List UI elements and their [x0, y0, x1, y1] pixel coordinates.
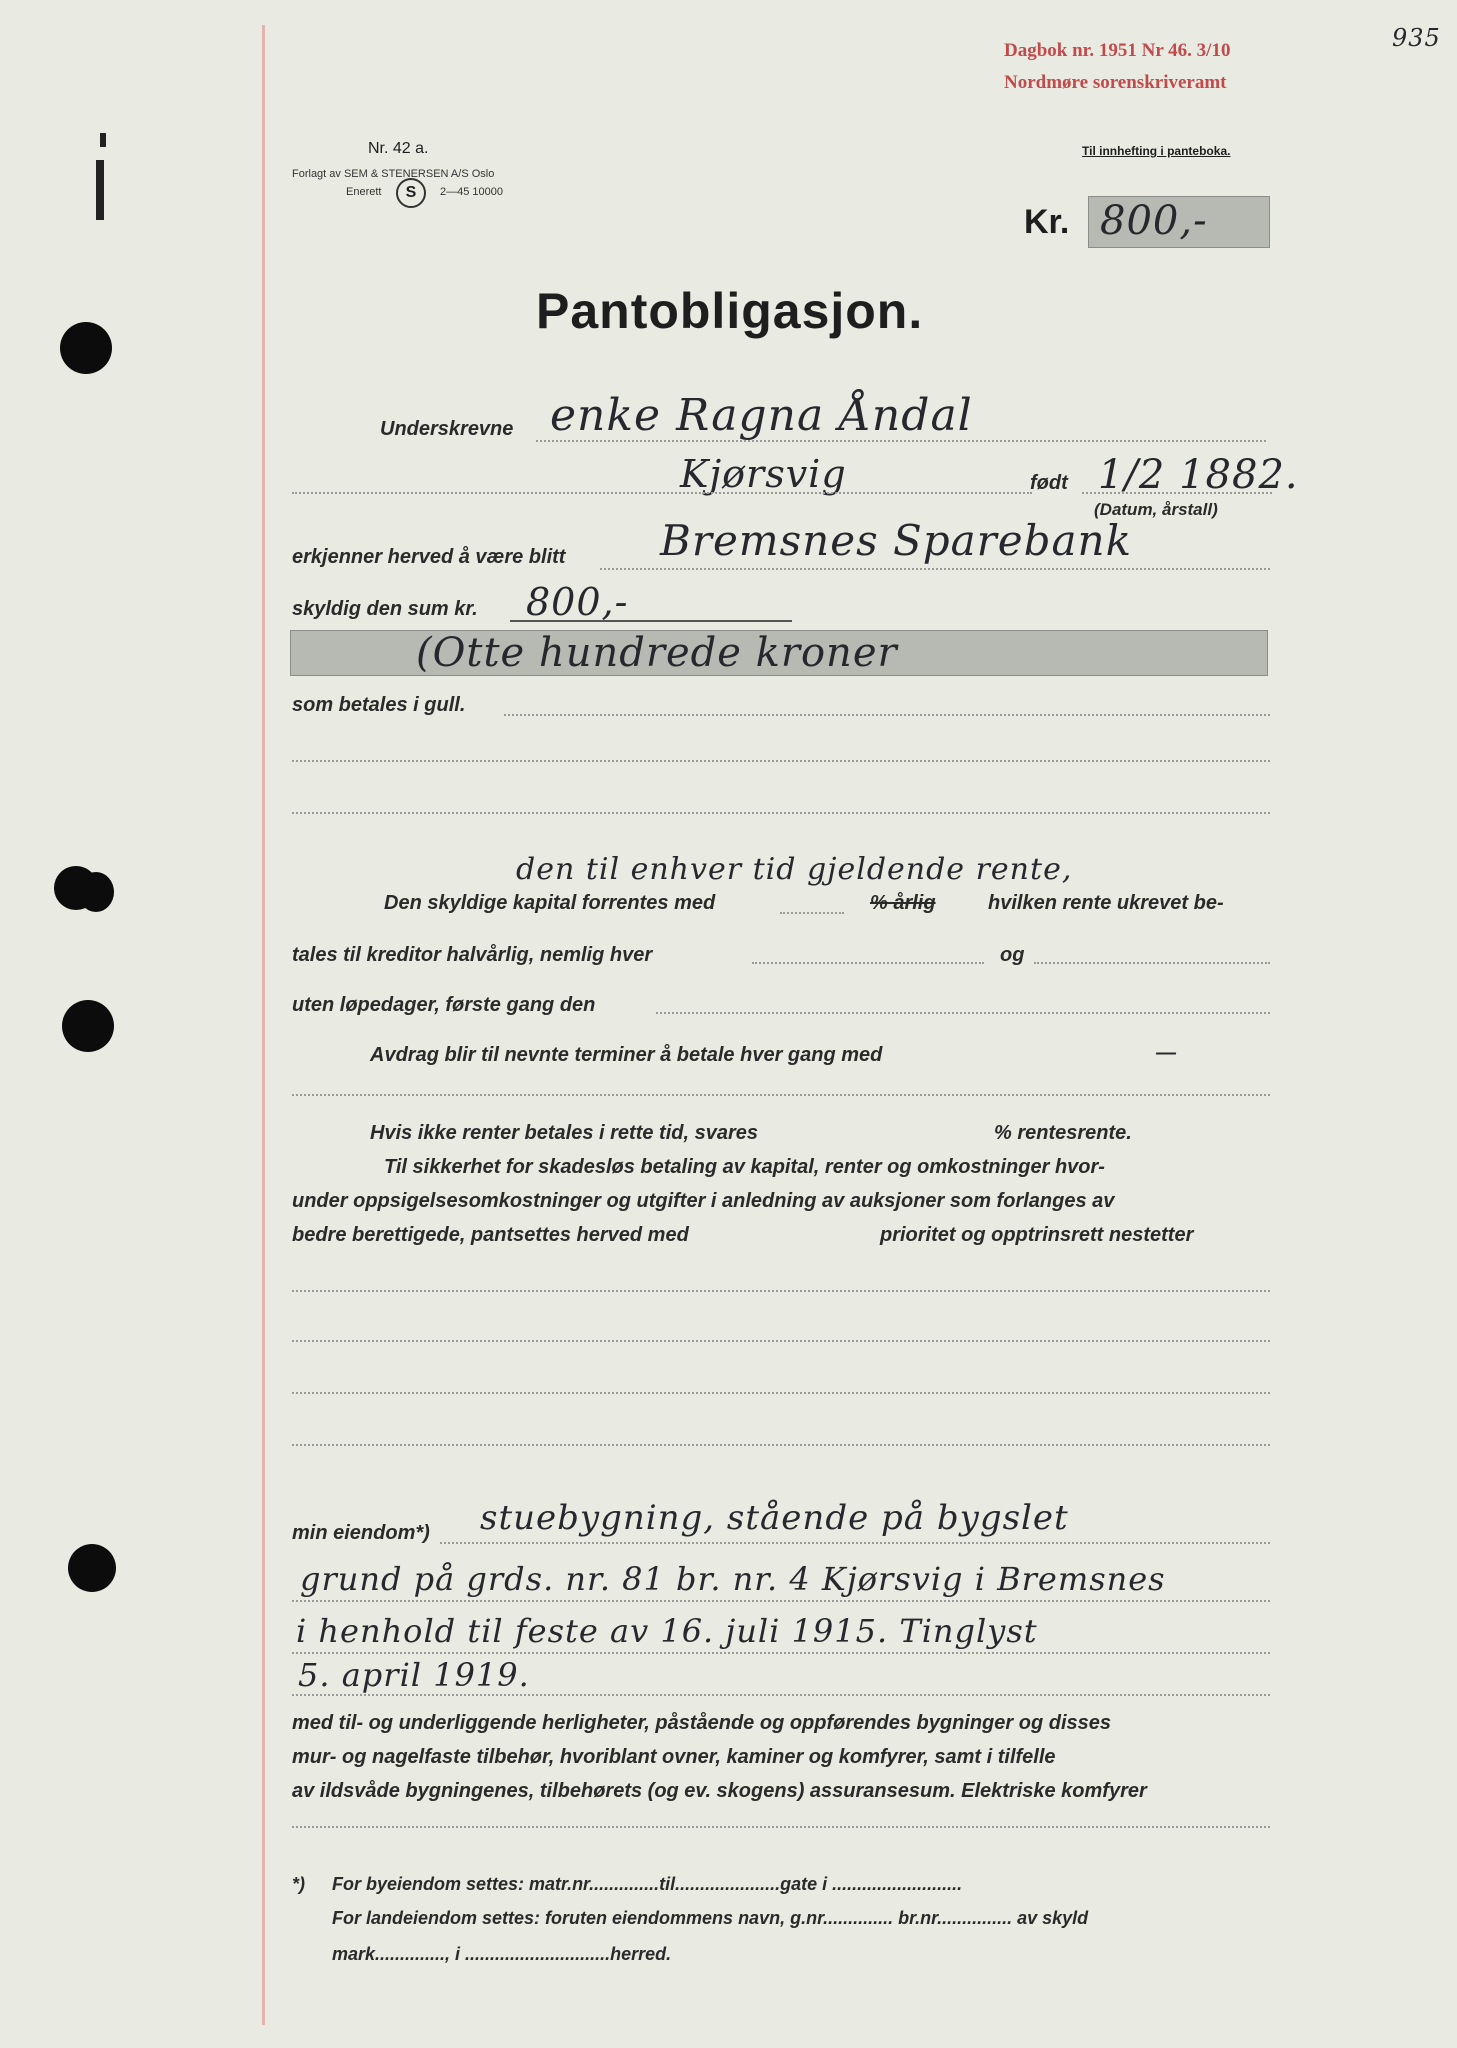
skyldig-label: skyldig den sum kr. — [292, 598, 478, 620]
blank-line — [292, 1094, 1270, 1096]
footnote-line: For byeiendom settes: matr.nr..............til.....................gate i .......................... — [332, 1874, 963, 1894]
creditor-line — [600, 568, 1270, 570]
appurtenance-line: mur- og nagelfaste tilbehør, hvoriblant ovner, kaminer og komfyrer, samt i tilfelle — [292, 1746, 1056, 1768]
lopedager-line — [656, 1012, 1270, 1014]
footnote-line: For landeiendom settes: foruten eiendommens navn, g.nr.............. br.nr............... av skyld — [332, 1908, 1089, 1928]
fodt-label: født — [1030, 472, 1068, 494]
punch-hole — [68, 1544, 116, 1592]
sum-value: 800,- — [526, 580, 629, 624]
betales-line — [504, 714, 1270, 716]
blank-line — [292, 1290, 1270, 1292]
publisher-line: Forlagt av SEM & STENERSEN A/S Oslo — [292, 168, 495, 180]
page-number: 935 — [1392, 24, 1441, 52]
appurtenance-line: med til- og underliggende herligheter, påstående og oppførendes bygninger og disses — [292, 1712, 1111, 1734]
amount-value: 800,- — [1100, 198, 1208, 244]
property-hand: grund på grds. nr. 81 br. nr. 4 Kjørsvig i Bremsnes — [300, 1560, 1166, 1598]
underskrevne-label: Underskrevne — [380, 418, 514, 440]
debtor-name: enke Ragna Åndal — [550, 390, 973, 441]
punch-hole — [78, 872, 114, 912]
appurtenance-line: av ildsvåde bygningenes, tilbehørets (og ev. skogens) assuransesum. Elektriske komfyrer — [292, 1780, 1147, 1802]
registry-note: Til innhefting i panteboka. — [1082, 144, 1231, 158]
lopedager-label: uten løpedager, første gang den — [292, 994, 596, 1016]
property-line — [292, 1600, 1270, 1602]
halvaarlig-line — [752, 962, 984, 964]
rentesrente-label: % rentesrente. — [994, 1122, 1132, 1144]
publisher-logo: S — [396, 178, 426, 208]
security-line: Til sikkerhet for skadesløs betaling av kapital, renter og omkostninger hvor- — [384, 1156, 1105, 1178]
place-line — [292, 492, 1032, 494]
security-line: prioritet og opptrinsrett nestetter — [880, 1224, 1194, 1246]
blank-line — [292, 812, 1270, 814]
property-line — [440, 1542, 1270, 1544]
punch-hole — [62, 1000, 114, 1052]
interest-line — [780, 912, 844, 914]
margin-rule — [262, 25, 265, 2025]
blank-line — [292, 1826, 1270, 1828]
footnote-marker: *) — [292, 1874, 305, 1894]
avdrag-value: — — [1156, 1042, 1176, 1064]
datum-hint: (Datum, årstall) — [1094, 500, 1218, 519]
interest-percent: % årlig — [870, 892, 936, 914]
sum-line — [510, 620, 792, 622]
interest-tail: hvilken rente ukrevet be- — [988, 892, 1224, 914]
punch-hole — [60, 322, 112, 374]
footnote-line: mark.............., i .............................herred. — [332, 1944, 672, 1964]
publisher-code: 2—45 10000 — [440, 186, 503, 198]
interest-handwritten: den til enhver tid gjeldende rente, — [516, 852, 1073, 887]
kr-label: Kr. — [1024, 203, 1070, 241]
creditor-name: Bremsnes Sparebank — [660, 516, 1133, 565]
sum-in-words: (Otte hundrede kroner — [416, 630, 898, 676]
property-hand: stuebygning, stående på bygslet — [480, 1498, 1069, 1538]
og-line — [1034, 962, 1270, 964]
blank-line — [292, 760, 1270, 762]
erkjenner-label: erkjenner herved å være blitt — [292, 546, 566, 568]
og-label: og — [1000, 944, 1025, 966]
blank-line — [292, 1392, 1270, 1394]
hvis-label: Hvis ikke renter betales i rette tid, svares — [370, 1122, 758, 1144]
security-line: bedre berettigede, pantsettes herved med — [292, 1224, 689, 1246]
court-stamp: Nordmøre sorenskriveramt — [1004, 72, 1227, 93]
betales-label: som betales i gull. — [292, 694, 466, 716]
journal-stamp: Dagbok nr. 1951 Nr 46. 3/10 — [1004, 40, 1231, 61]
halvaarlig-label: tales til kreditor halvårlig, nemlig hver — [292, 944, 653, 966]
document-title: Pantobligasjon. — [536, 283, 924, 339]
avdrag-label: Avdrag blir til nevnte terminer å betale hver gang med — [370, 1044, 883, 1066]
property-label: min eiendom*) — [292, 1522, 430, 1544]
interest-label: Den skyldige kapital forrentes med — [384, 892, 716, 914]
property-line — [292, 1694, 1270, 1696]
underskrevne-line — [536, 440, 1266, 442]
property-line — [292, 1652, 1270, 1654]
fodt-line — [1082, 492, 1272, 494]
binding-tick — [100, 133, 106, 147]
blank-line — [292, 1340, 1270, 1342]
blank-line — [292, 1444, 1270, 1446]
property-hand: 5. april 1919. — [298, 1656, 530, 1694]
property-hand: i henhold til feste av 16. juli 1915. Tinglyst — [296, 1612, 1038, 1650]
debtor-place: Kjørsvig — [680, 452, 847, 496]
security-line: under oppsigelsesomkostninger og utgifter i anledning av auksjoner som forlanges av — [292, 1190, 1115, 1212]
binding-tick — [96, 160, 104, 220]
form-number: Nr. 42 a. — [368, 140, 429, 157]
birth-date: 1/2 1882. — [1098, 452, 1299, 498]
publisher-rights: Enerett — [346, 186, 382, 198]
